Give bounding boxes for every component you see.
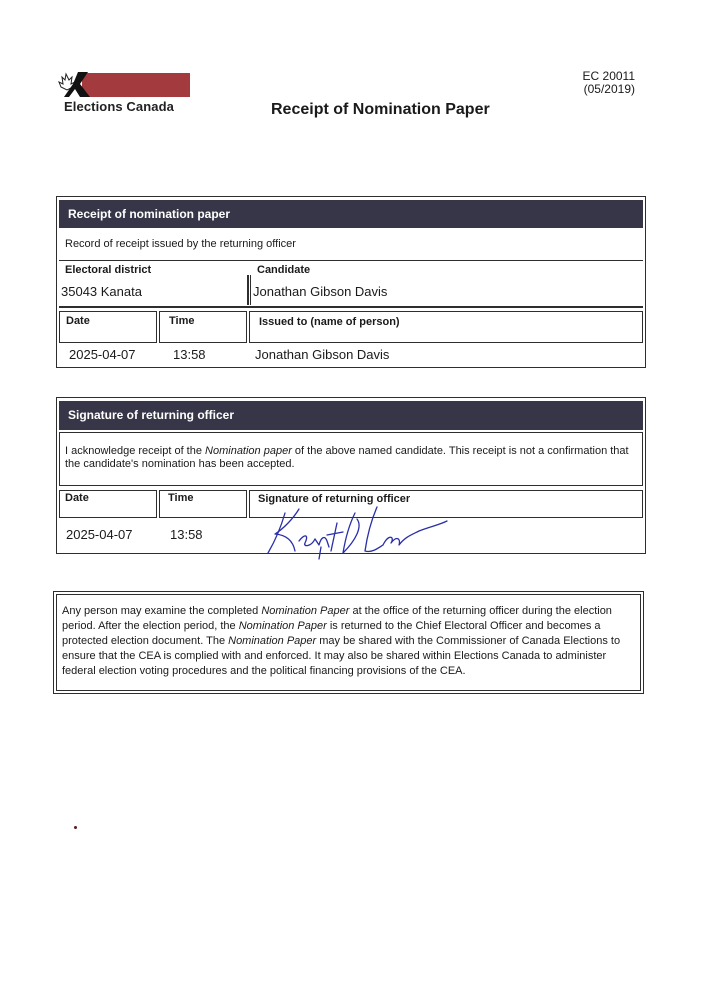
divider xyxy=(250,275,251,305)
signature-section xyxy=(56,397,646,554)
date-value: 2025-04-07 xyxy=(66,527,133,542)
receipt-section-heading: Receipt of nomination paper xyxy=(59,200,643,228)
signature-section-heading: Signature of returning officer xyxy=(59,401,643,430)
signature-label: Signature of returning officer xyxy=(258,493,411,505)
time-value: 13:58 xyxy=(173,347,206,362)
issued-to-label: Issued to (name of person) xyxy=(259,316,400,328)
elections-canada-logo xyxy=(56,70,194,116)
page-title: Receipt of Nomination Paper xyxy=(271,101,490,118)
electoral-district-label: Electoral district xyxy=(65,264,152,276)
form-number: EC 20011 xyxy=(582,69,635,83)
acknowledgement-text: I acknowledge receipt of the Nomination paper of the above named candidate. This receipt is not a confirmation that the candidate's nomination has been accepted. xyxy=(65,445,629,470)
candidate-label: Candidate xyxy=(257,264,311,276)
date-value: 2025-04-07 xyxy=(69,347,136,362)
electoral-district-value: 35043 Kanata xyxy=(61,284,142,299)
time-label: Time xyxy=(168,492,194,504)
date-label: Date xyxy=(65,492,89,504)
divider xyxy=(59,306,643,308)
form-code xyxy=(583,70,635,96)
issued-to-value: Jonathan Gibson Davis xyxy=(255,347,390,362)
form-revision-date: (05/2019) xyxy=(583,82,635,96)
notice-box xyxy=(53,591,644,694)
candidate-value: Jonathan Gibson Davis xyxy=(253,284,388,299)
time-label: Time xyxy=(169,315,195,327)
handwritten-signature xyxy=(259,501,459,561)
date-label: Date xyxy=(66,315,90,327)
receipt-section xyxy=(56,196,646,368)
receipt-section-subtitle: Record of receipt issued by the returning officer xyxy=(65,238,296,250)
divider xyxy=(247,275,249,305)
divider xyxy=(59,260,643,261)
notice-text: Any person may examine the completed Nomination Paper at the office of the returning officer during the election period. After the election period, the Nomination Paper is returned to the Chief Electoral Officer and becomes a protected election document. The Nomination Paper may be shared with the Commissioner of Canada Elections to ensure that the CEA is complied with and enforced. It may also be shared within Elections Canada to administer federal election voting procedures and the political financing provisions of the CEA. xyxy=(62,605,621,677)
time-value: 13:58 xyxy=(170,527,203,542)
logo-text: Elections Canada xyxy=(64,99,174,114)
scan-speck xyxy=(74,826,77,829)
